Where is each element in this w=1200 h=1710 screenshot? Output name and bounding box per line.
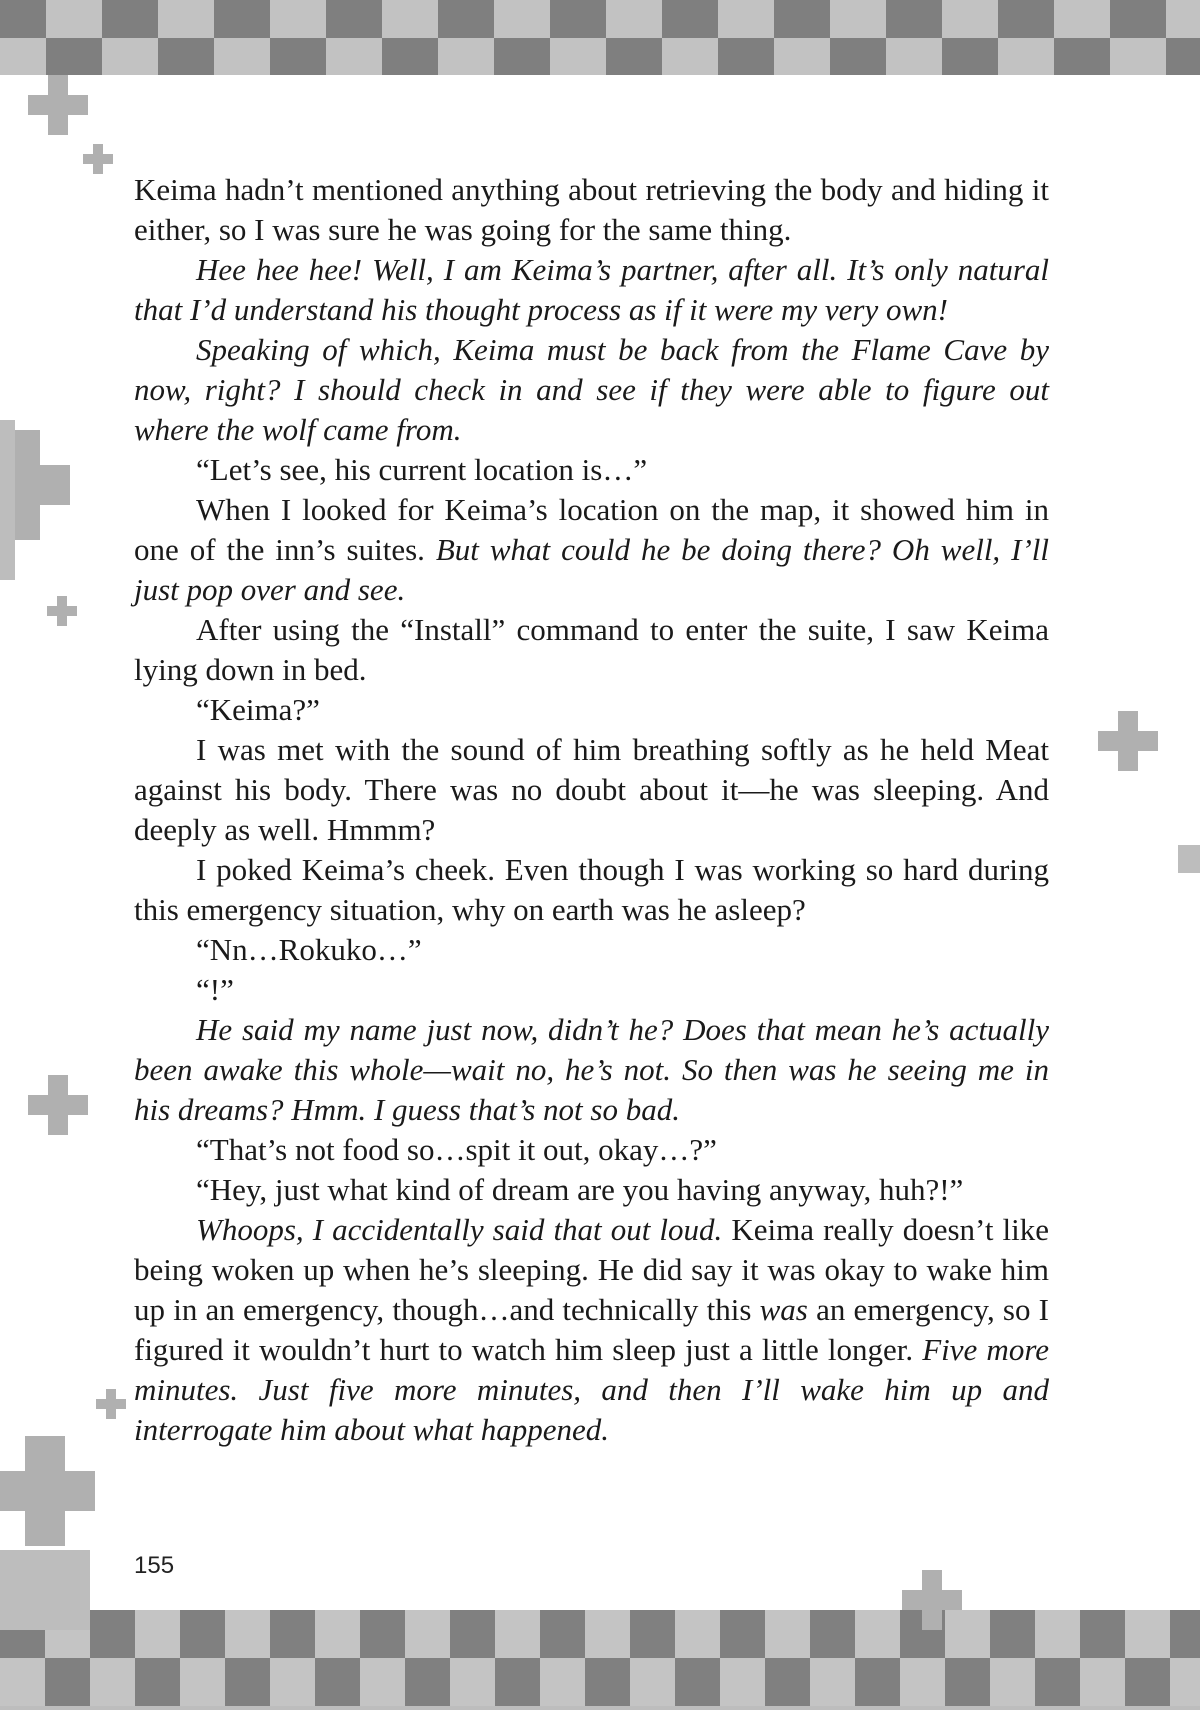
paragraph — [134, 450, 1049, 490]
paragraph — [134, 730, 1049, 850]
italic-text: was — [759, 1292, 808, 1327]
paragraph — [134, 1010, 1049, 1130]
bottom-checkered-border — [0, 1610, 1200, 1710]
sparkle-decoration — [902, 1570, 962, 1630]
italic-text: Hee hee hee! Well, I am Keima’s partner, after all. It’s only natural that I’d understand his thought process as if it were my very own! — [134, 252, 1049, 327]
sparkle-decoration — [1098, 711, 1158, 771]
paragraph — [134, 1130, 1049, 1170]
text-span: “Hey, just what kind of dream are you having anyway, huh?!” — [196, 1172, 964, 1207]
italic-text: He said my name just now, didn’t he? Does that mean he’s actually been awake this whole—wait no, he’s not. So then was he seeing me in his dreams? Hmm. I guess that’s not so bad. — [134, 1012, 1049, 1127]
text-span: “Nn…Rokuko…” — [196, 932, 422, 967]
text-span: “Let’s see, his current location is…” — [196, 452, 648, 487]
paragraph — [134, 490, 1049, 610]
text-span: I was met with the sound of him breathing softly as he held Meat against his body. There was no doubt about it—he was sleeping. And deeply as well. Hmmm? — [134, 732, 1049, 847]
text-span: “!” — [196, 972, 234, 1007]
paragraph — [134, 610, 1049, 690]
text-span: “That’s not food so…spit it out, okay…?” — [196, 1132, 717, 1167]
italic-text: But what could he be doing there? Oh well, I’ll just pop over and see. — [134, 532, 1050, 607]
sparkle-decoration — [96, 1389, 126, 1419]
sparkle-decoration — [47, 596, 77, 626]
page-number: 155 — [134, 1552, 175, 1579]
top-checkered-border — [0, 0, 1200, 75]
paragraph — [134, 250, 1049, 330]
sparkle-decoration — [28, 1075, 88, 1135]
sparkle-decoration — [28, 75, 88, 135]
text-span: “Keima?” — [196, 692, 320, 727]
paragraph — [134, 930, 1049, 970]
text-span: I poked Keima’s cheek. Even though I was working so hard during this emergency situation, why on earth was he asleep? — [134, 852, 1049, 927]
sparkle-decoration — [0, 420, 15, 580]
body-text — [134, 170, 1049, 1450]
italic-text: Speaking of which, Keima must be back from the Flame Cave by now, right? I should check in and see if they were able to figure out where the wolf came from. — [134, 332, 1049, 447]
paragraph — [134, 850, 1049, 930]
italic-text: Whoops, I accidentally said that out loud. — [196, 1212, 723, 1247]
paragraph — [134, 970, 1049, 1010]
paragraph — [134, 1170, 1049, 1210]
sparkle-decoration — [0, 1550, 90, 1630]
text-span: Keima hadn’t mentioned anything about retrieving the body and hiding it either, so I was sure he was going for the same thing. — [134, 172, 1049, 247]
sparkle-decoration — [0, 1436, 95, 1546]
text-span: After using the “Install” command to enter the suite, I saw Keima lying down in bed. — [134, 612, 1049, 687]
paragraph — [134, 170, 1049, 250]
paragraph — [134, 330, 1049, 450]
italic-text: Five more minutes. Just five more minutes, and then I’ll wake him up and interrogate him about what happened. — [134, 1332, 1049, 1447]
text-span: an emergency, so I figured it wouldn’t hurt to watch him sleep just a little longer. — [134, 1292, 1050, 1367]
text-span: Keima really doesn’t like being woken up when he’s sleeping. He did say it was okay to wake him up in an emergency, though…and technically this — [134, 1212, 1049, 1327]
sparkle-decoration — [83, 144, 113, 174]
sparkle-decoration — [1178, 845, 1200, 873]
paragraph — [134, 690, 1049, 730]
text-span: When I looked for Keima’s location on the map, it showed him in one of the inn’s suites. — [134, 492, 1049, 567]
paragraph — [134, 1210, 1049, 1450]
